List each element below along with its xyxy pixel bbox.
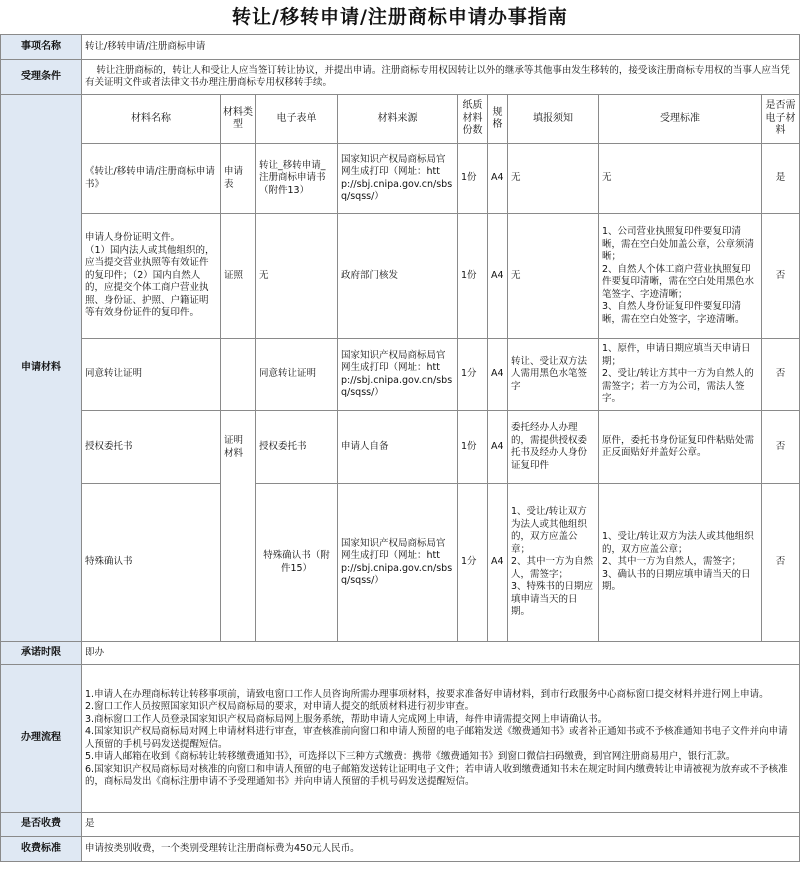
material-standard: 1、公司营业执照复印件要复印清晰，需在空白处加盖公章，公章须清晰； 2、自然人个体工商户营业执照复印件要复印清晰，需在空白处用黑色水笔签字、字迹清晰； 3、自然人身份证复印件要复印清晰，需在空白处签字，字迹清晰。 [599, 214, 762, 339]
fee-value: 是 [82, 813, 800, 837]
row-conditions [1, 60, 800, 95]
material-row [1, 484, 800, 642]
item-name-label: 事项名称 [1, 35, 82, 60]
material-source: 政府部门核发 [338, 214, 458, 339]
material-type [221, 339, 256, 411]
material-type-group: 证明材料 [221, 411, 256, 642]
material-notes: 转让、受让双方法人需用黑色水笔签字 [508, 339, 599, 411]
material-spec: A4 [488, 411, 508, 484]
material-name: 授权委托书 [82, 411, 221, 484]
material-notes: 无 [508, 144, 599, 214]
page-title: 转让/移转申请/注册商标申请办事指南 [232, 6, 568, 28]
material-row [1, 411, 800, 484]
material-form: 特殊确认书（附件15） [256, 484, 338, 642]
materials-label: 申请材料 [1, 95, 82, 642]
material-source: 国家知识产权局商标局官网生成打印（网址：http://sbj.cnipa.gov.cn/sbsq/sqss/） [338, 339, 458, 411]
process-step: 3.商标窗口工作人员登录国家知识产权局商标局网上服务系统，帮助申请人完成网上申请，每件申请需提交网上申请确认书。 [85, 713, 608, 725]
row-process [1, 665, 800, 813]
process-step: 6.国家知识产权局商标局对核准的向窗口和申请人预留的电子邮箱发送转让证明电子文件；若申请人收到缴费通知书未在规定时间内缴费转让申请被视为放弃或不予核准的，商标局发出《商标注册申请不予受理通知书》并向申请人预留的手机号码发送提醒短信。 [85, 763, 788, 787]
item-name-value: 转让/移转申请/注册商标申请 [82, 35, 800, 60]
process-steps [82, 665, 800, 813]
row-time-limit [1, 642, 800, 665]
process-label: 办理流程 [1, 665, 82, 813]
material-spec: A4 [488, 214, 508, 339]
material-standard: 原件，委托书身份证复印件粘贴处需正反面贴好并盖好公章。 [599, 411, 762, 484]
header-type: 材料类型 [221, 95, 256, 144]
material-row [1, 144, 800, 214]
material-copies: 1份 [458, 214, 488, 339]
material-form: 授权委托书 [256, 411, 338, 484]
process-step: 1.申请人在办理商标转让转移事项前，请致电窗口工作人员咨询所需办理事项材料，按要求准备好申请材料，到市行政服务中心商标窗口提交材料并进行网上申请。 [85, 688, 769, 700]
fee-label: 是否收费 [1, 813, 82, 837]
fee-standard-label: 收费标准 [1, 837, 82, 862]
material-notes: 委托经办人办理的，需提供授权委托书及经办人身份证复印件 [508, 411, 599, 484]
material-spec: A4 [488, 484, 508, 642]
material-form: 无 [256, 214, 338, 339]
row-fee [1, 813, 800, 837]
material-standard: 1、原件，申请日期应填当天申请日期； 2、受让/转让方其中一方为自然人的需签字；若一方为公司，需法人签字。 [599, 339, 762, 411]
material-copies: 1份 [458, 411, 488, 484]
material-source: 国家知识产权局商标局官网生成打印（网址：http://sbj.cnipa.gov.cn/sbsq/sqss/） [338, 484, 458, 642]
header-copies: 纸质材料份数 [458, 95, 488, 144]
material-name: 同意转让证明 [82, 339, 221, 411]
material-copies: 1份 [458, 144, 488, 214]
header-standard: 受理标准 [599, 95, 762, 144]
material-source: 申请人自备 [338, 411, 458, 484]
material-row [1, 339, 800, 411]
materials-header-row [1, 95, 800, 144]
header-name: 材料名称 [82, 95, 221, 144]
row-item-name [1, 35, 800, 60]
material-source: 国家知识产权局商标局官网生成打印（网址：http://sbj.cnipa.gov.cn/sbsq/sqss/） [338, 144, 458, 214]
guide-table [0, 34, 800, 862]
material-spec: A4 [488, 144, 508, 214]
material-copies: 1分 [458, 339, 488, 411]
material-electronic: 否 [762, 484, 800, 642]
time-limit-value: 即办 [82, 642, 800, 665]
material-electronic: 否 [762, 411, 800, 484]
header-source: 材料来源 [338, 95, 458, 144]
process-step: 2.窗口工作人员按照国家知识产权局商标局的要求，对申请人提交的纸质材料进行初步审查。 [85, 701, 475, 712]
conditions-label: 受理条件 [1, 60, 82, 95]
material-name: 《转让/移转申请/注册商标申请书》 [82, 144, 221, 214]
material-notes: 1、受让/转让双方为法人或其他组织的，双方应盖公章； 2、其中一方为自然人，需签字； 3、特殊书的日期应填申请当天的日期。 [508, 484, 599, 642]
material-type: 申请表 [221, 144, 256, 214]
material-name: 申请人身份证明文件。 （1）国内法人或其他组织的，应当提交营业执照等有效证件的复印件；（2）国内自然人的，应提交个体工商户营业执照、身份证、护照、户籍证明等有效身份证件的复印件。 [82, 214, 221, 339]
fee-standard-value: 申请按类别收费，一个类别受理转让注册商标费为450元人民币。 [82, 837, 800, 862]
material-notes: 无 [508, 214, 599, 339]
material-electronic: 否 [762, 339, 800, 411]
material-name: 特殊确认书 [82, 484, 221, 642]
material-row [1, 214, 800, 339]
header-notes: 填报须知 [508, 95, 599, 144]
material-electronic: 否 [762, 214, 800, 339]
material-type: 证照 [221, 214, 256, 339]
process-step: 5.申请人邮箱在收到《商标转让转移缴费通知书》，可选择以下三种方式缴费：携带《缴费通知书》到窗口微信扫码缴费，到官网注册商易用户，银行汇款。 [85, 751, 736, 762]
material-form: 转让_移转申请_注册商标申请书（附件13） [256, 144, 338, 214]
header-spec: 规格 [488, 95, 508, 144]
material-form: 同意转让证明 [256, 339, 338, 411]
row-fee-standard [1, 837, 800, 862]
material-electronic: 是 [762, 144, 800, 214]
time-limit-label: 承诺时限 [1, 642, 82, 665]
header-electronic: 是否需电子材料 [762, 95, 800, 144]
material-copies: 1分 [458, 484, 488, 642]
material-standard: 无 [599, 144, 762, 214]
material-standard: 1、受让/转让双方为法人或其他组织的，双方应盖公章； 2、其中一方为自然人，需签字； 3、确认书的日期应填申请当天的日期。 [599, 484, 762, 642]
material-spec: A4 [488, 339, 508, 411]
header-form: 电子表单 [256, 95, 338, 144]
conditions-value: 转让注册商标的，转让人和受让人应当签订转让协议，并提出申请。注册商标专用权因转让以外的继承等其他事由发生移转的，接受该注册商标专用权的当事人应当凭有关证明文件或者法律文书办理注册商标专用权移转手续。 [82, 60, 800, 95]
process-step: 4.国家知识产权局商标局对网上申请材料进行审查，审查核准前向窗口和申请人预留的电子邮箱发送《缴费通知书》或者补正通知书或不予核准通知书电子文件并向申请人预留的手机号码发送提醒短信。 [85, 726, 788, 750]
